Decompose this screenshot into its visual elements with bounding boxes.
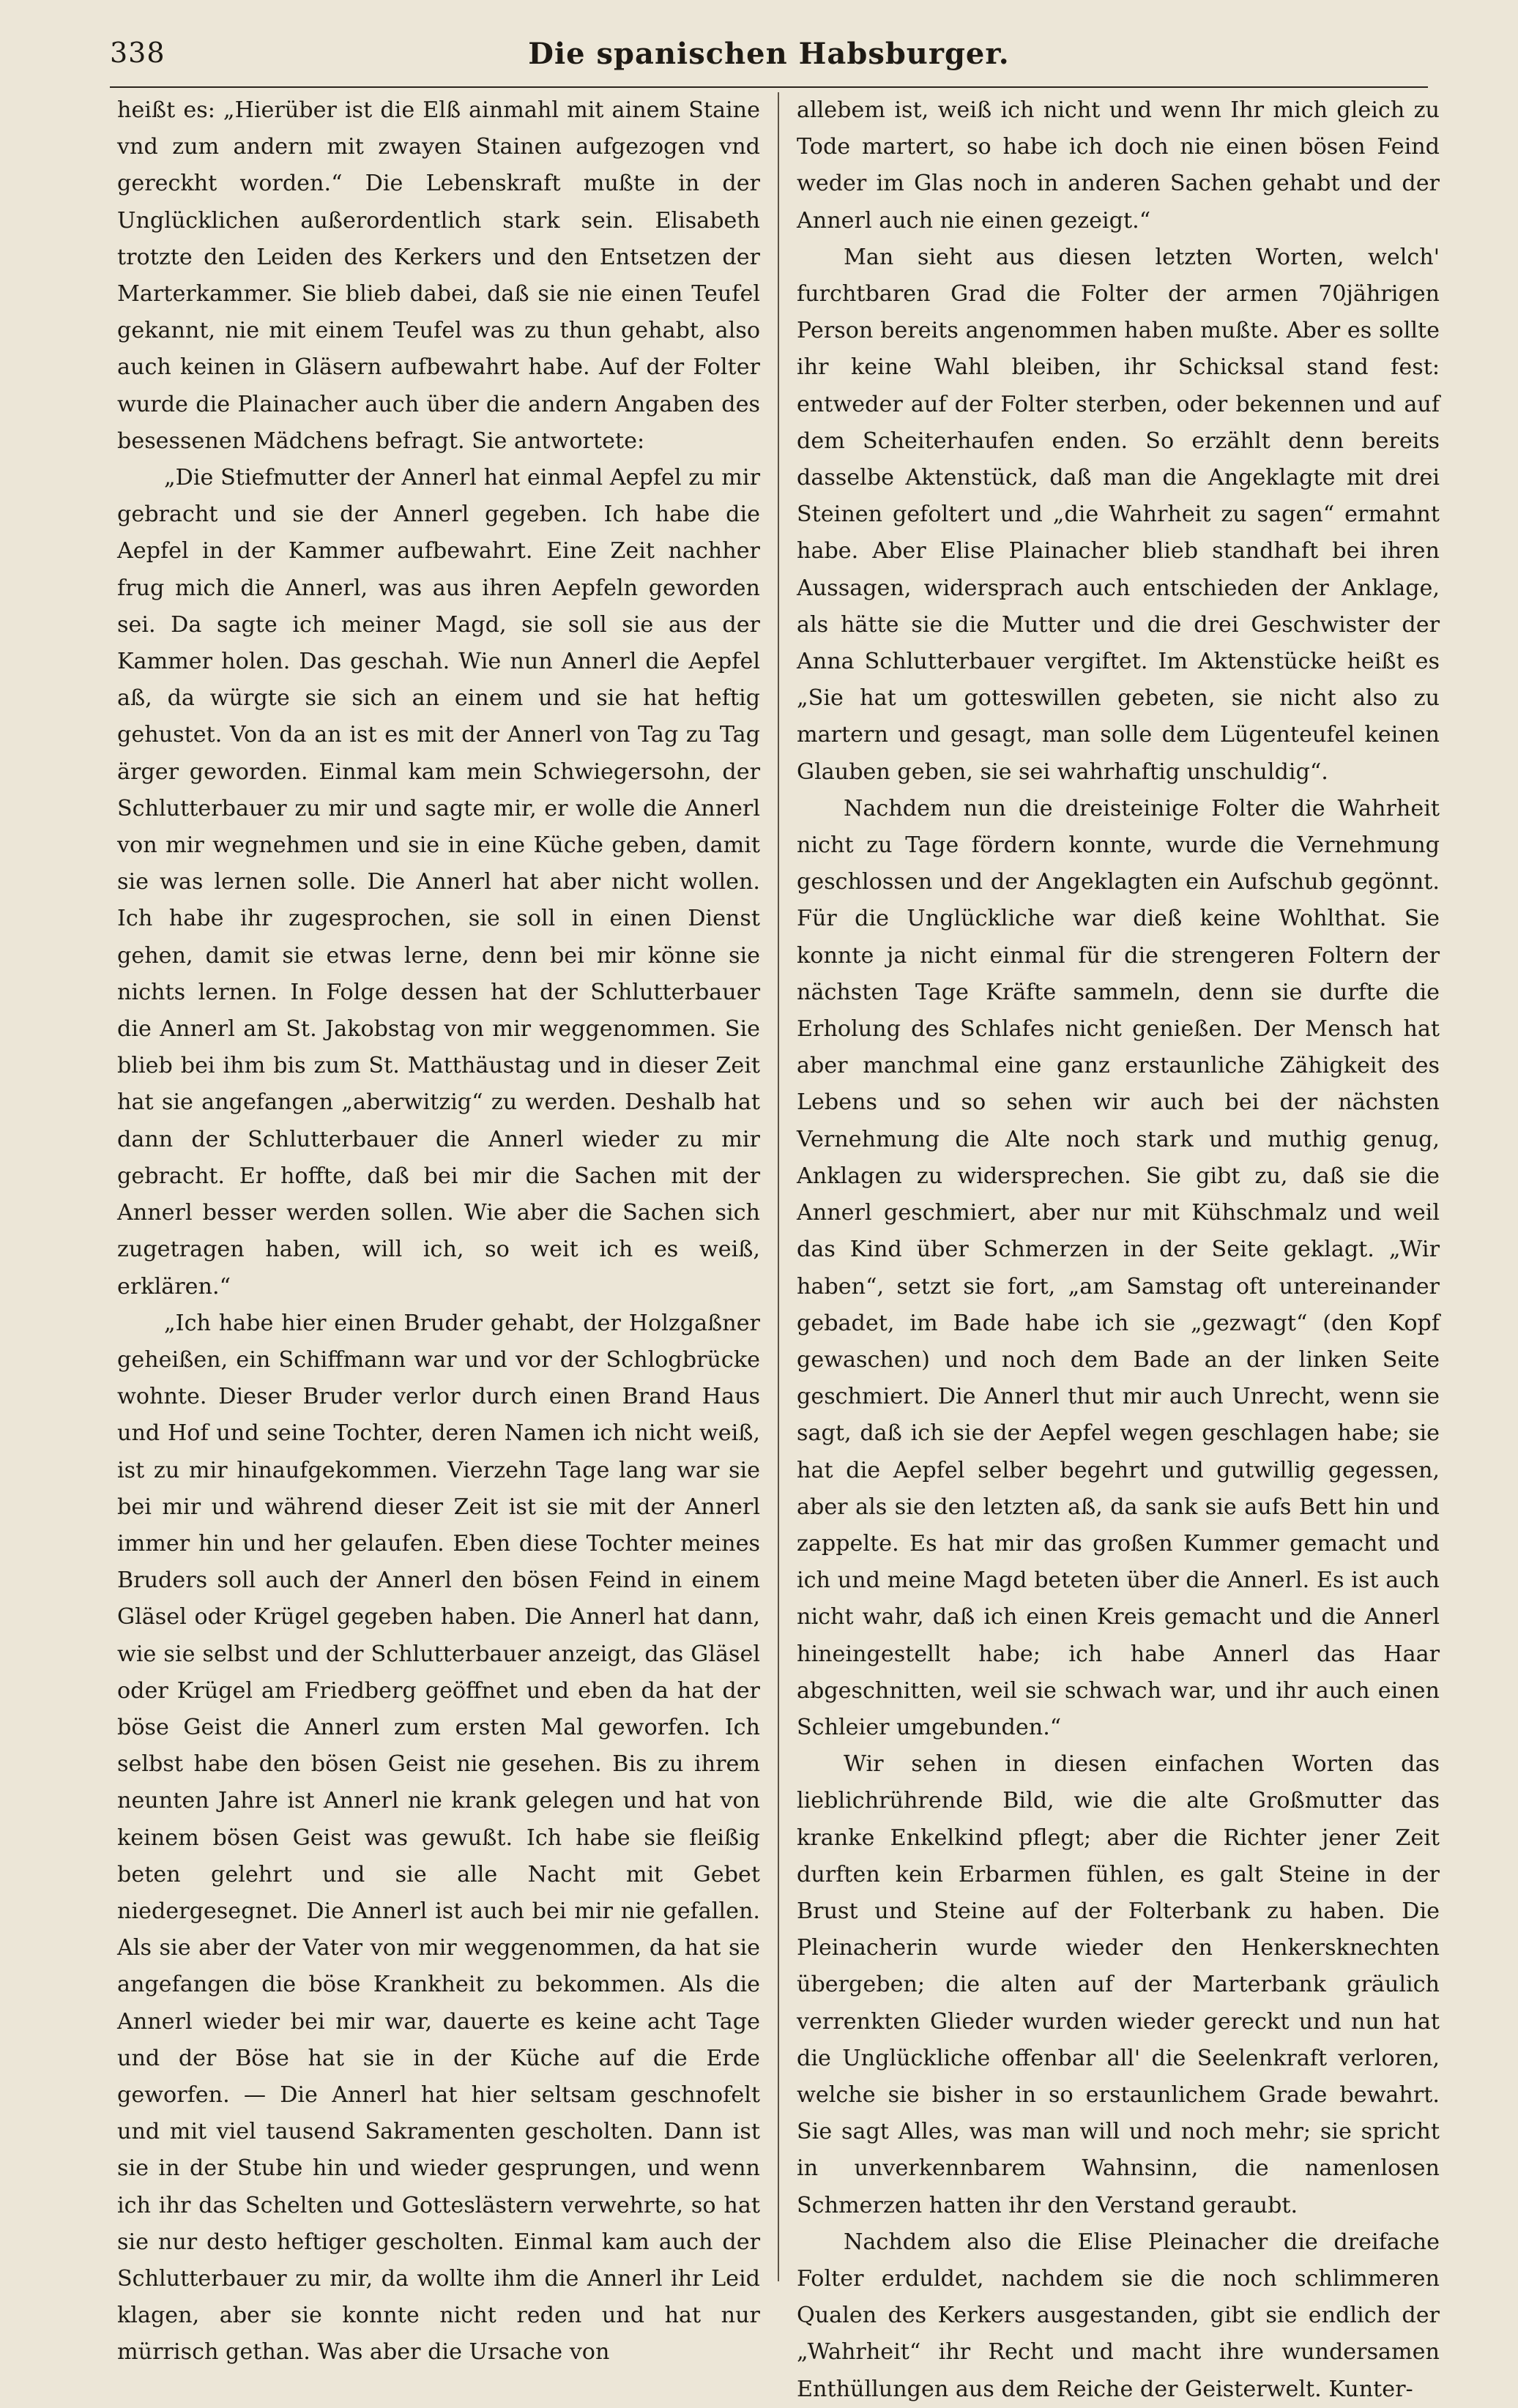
paragraph: „Die Stiefmutter der Annerl hat einmal Aepfel zu mir gebracht und sie der Annerl gegeben. Ich habe die Aepfel in der Kammer aufbewahrt. Eine Zeit nachher frug mich die Annerl, was aus ihren Aepfeln geworden sei. Da sagte ich meiner Magd, sie soll sie aus der Kammer holen. Das geschah. Wie nun Annerl die Aepfel aß, da würgte sie sich an einem und sie hat heftig gehustet. Von da an ist es mit der Annerl von Tag zu Tag ärger geworden. Einmal kam mein Schwiegersohn, der Schlutterbauer zu mir und sagte mir, er wolle die Annerl von mir wegnehmen und sie in eine Küche geben, damit sie was lernen solle. Die Annerl hat aber nicht wollen. Ich habe ihr zugesprochen, sie soll in einen Dienst gehen, damit sie etwas lerne, denn bei mir könne sie nichts lernen. In Folge dessen hat der Schlutterbauer die Annerl am St. Jakobstag von mir weggenommen. Sie blieb bei ihm bis zum St. Matthäustag und in dieser Zeit hat sie angefangen „aberwitzig“ zu werden. Deshalb hat dann der Schlutterbauer die Annerl wieder zu mir gebracht. Er hoffte, daß bei mir die Sachen mit der Annerl besser werden sollen. Wie aber die Sachen sich zugetragen haben, will ich, so weit ich es weiß, erklären.“ [117,465,760,1300]
paragraph: heißt es: „Hierüber ist die Elß ainmahl mit ainem Staine vnd zum andern mit zwayen Stainen aufgezogen vnd gereckht worden.“ Die Lebenskraft mußte in der Unglücklichen außerordentlich stark sein. Elisabeth trotzte den Leiden des Kerkers und den Entsetzen der Marterkammer. Sie blieb dabei, daß sie nie einen Teufel gekannt, nie mit einem Teufel was zu thun gehabt, also auch keinen in Gläsern aufbewahrt habe. Auf der Folter wurde die Plainacher auch über die andern Angaben des besessenen Mädchens befragt. Sie antwortete: [117,97,760,454]
header-rule [110,86,1428,88]
paragraph: Man sieht aus diesen letzten Worten, welch' furchtbaren Grad die Folter der armen 70jährigen Person bereits angenommen haben mußte. Aber es sollte ihr keine Wahl bleiben, ihr Schicksal stand fest: entweder auf der Folter sterben, oder bekennen und auf dem Scheiterhaufen enden. So erzählt denn bereits dasselbe Aktenstück, daß man die Angeklagte mit drei Steinen gefoltert und „die Wahrheit zu sagen“ ermahnt habe. Aber Elise Plainacher blieb standhaft bei ihren Aussagen, widersprach auch entschieden der Anklage, als hätte sie die Mutter und die drei Geschwister der Anna Schlutterbauer vergiftet. Im Aktenstücke heißt es „Sie hat um gotteswillen gebeten, sie nicht also zu martern und gesagt, man solle dem Lügenteufel keinen Glauben geben, sie sei wahrhaftig unschuldig“. [797,244,1440,785]
page-number: 338 [110,37,165,69]
page-header [110,37,1428,81]
running-title: Die spanischen Habsburger. [528,37,1010,71]
paragraph: allebem ist, weiß ich nicht und wenn Ihr mich gleich zu Tode martert, so habe ich doch nie einen bösen Feind weder im Glas noch in anderen Sachen gehabt und der Annerl auch nie einen gezeigt.“ [797,97,1440,234]
paragraph: Nachdem nun die dreisteinige Folter die Wahrheit nicht zu Tage fördern konnte, wurde die Vernehmung geschlossen und der Angeklagten ein Aufschub gegönnt. Für die Unglückliche war dieß keine Wohlthat. Sie konnte ja nicht einmal für die strengeren Foltern der nächsten Tage Kräfte sammeln, denn sie durfte die Erholung des Schlafes nicht genießen. Der Mensch hat aber manchmal eine ganz erstaunliche Zähigkeit des Lebens und so sehen wir auch bei der nächsten Vernehmung die Alte noch stark und muthig genug, Anklagen zu widersprechen. Sie gibt zu, daß sie die Annerl geschmiert, aber nur mit Kühschmalz und weil das Kind über Schmerzen in der Seite geklagt. „Wir haben“, setzt sie fort, „am Samstag oft untereinander gebadet, im Bade habe ich sie „gezwagt“ (den Kopf gewaschen) und noch dem Bade an der linken Seite geschmiert. Die Annerl thut mir auch Unrecht, wenn sie sagt, daß ich sie der Aepfel wegen geschlagen habe; sie hat die Aepfel selber begehrt und gutwillig gegessen, aber als sie den letzten aß, da sank sie aufs Bett hin und zappelte. Es hat mir das großen Kummer gemacht und ich und meine Magd beteten über die Annerl. Es ist auch nicht wahr, daß ich einen Kreis gemacht und die Annerl hineingestellt habe; ich habe Annerl das Haar abgeschnitten, weil sie schwach war, und ihr auch einen Schleier umgebunden.“ [797,795,1440,1740]
paragraph: Wir sehen in diesen einfachen Worten das lieblichrührende Bild, wie die alte Großmutter das kranke Enkelkind pflegt; aber die Richter jener Zeit durften kein Erbarmen fühlen, es galt Steine in der Brust und Steine auf der Folterbank zu haben. Die Pleinacherin wurde wieder den Henkersknechten übergeben; die alten auf der Marterbank gräulich verrenkten Glieder wurden wieder gereckt und nun hat die Unglückliche offenbar all' die Seelenkraft verloren, welche sie bisher in so erstaunlichem Grade bewahrt. Sie sagt Alles, was man will und noch mehr; sie spricht in unverkennbarem Wahnsinn, die namenlosen Schmerzen hatten ihr den Verstand geraubt. [797,1751,1440,2218]
paragraph: Nachdem also die Elise Pleinacher die dreifache Folter erduldet, nachdem sie die noch schlimmeren Qualen des Kerkers ausgestanden, gibt sie endlich der „Wahrheit“ ihr Recht und macht ihre wundersamen Enthüllungen aus dem Reiche der Geisterwelt. Kunter- [797,2229,1440,2402]
paragraph: „Ich habe hier einen Bruder gehabt, der Holzgaßner geheißen, ein Schiffmann war und vor der Schlogbrücke wohnte. Dieser Bruder verlor durch einen Brand Haus und Hof und seine Tochter, deren Namen ich nicht weiß, ist zu mir hinaufgekommen. Vierzehn Tage lang war sie bei mir und während dieser Zeit ist sie mit der Annerl immer hin und her gelaufen. Eben diese Tochter meines Bruders soll auch der Annerl den bösen Feind in einem Gläsel oder Krügel gegeben haben. Die Annerl hat dann, wie sie selbst und der Schlutterbauer anzeigt, das Gläsel oder Krügel am Friedberg geöffnet und eben da hat der böse Geist die Annerl zum ersten Mal geworfen. Ich selbst habe den bösen Geist nie gesehen. Bis zu ihrem neunten Jahre ist Annerl nie krank gelegen und hat von keinem bösen Geist was gewußt. Ich habe sie fleißig beten gelehrt und sie alle Nacht mit Gebet niedergesegnet. Die Annerl ist auch bei mir nie gefallen. Als sie aber der Vater von mir weggenommen, da hat sie angefangen die böse Krankheit zu bekommen. Als die Annerl wieder bei mir war, dauerte es keine acht Tage und der Böse hat sie in der Küche auf die Erde geworfen. — Die Annerl hat hier seltsam geschnofelt und mit viel tausend Sakramenten gescholten. Dann ist sie in der Stube hin und wieder gesprungen, und wenn ich ihr das Schelten und Gotteslästern verwehrte, so hat sie nur desto heftiger gescholten. Einmal kam auch der Schlutterbauer zu mir, da wollte ihm die Annerl ihr Leid klagen, aber sie konnte nicht reden und hat nur mürrisch gethan. Was aber die Ursache von [117,1310,760,2366]
left-column [117,92,760,2366]
column-divider [778,92,779,2281]
right-column [797,92,1440,2402]
